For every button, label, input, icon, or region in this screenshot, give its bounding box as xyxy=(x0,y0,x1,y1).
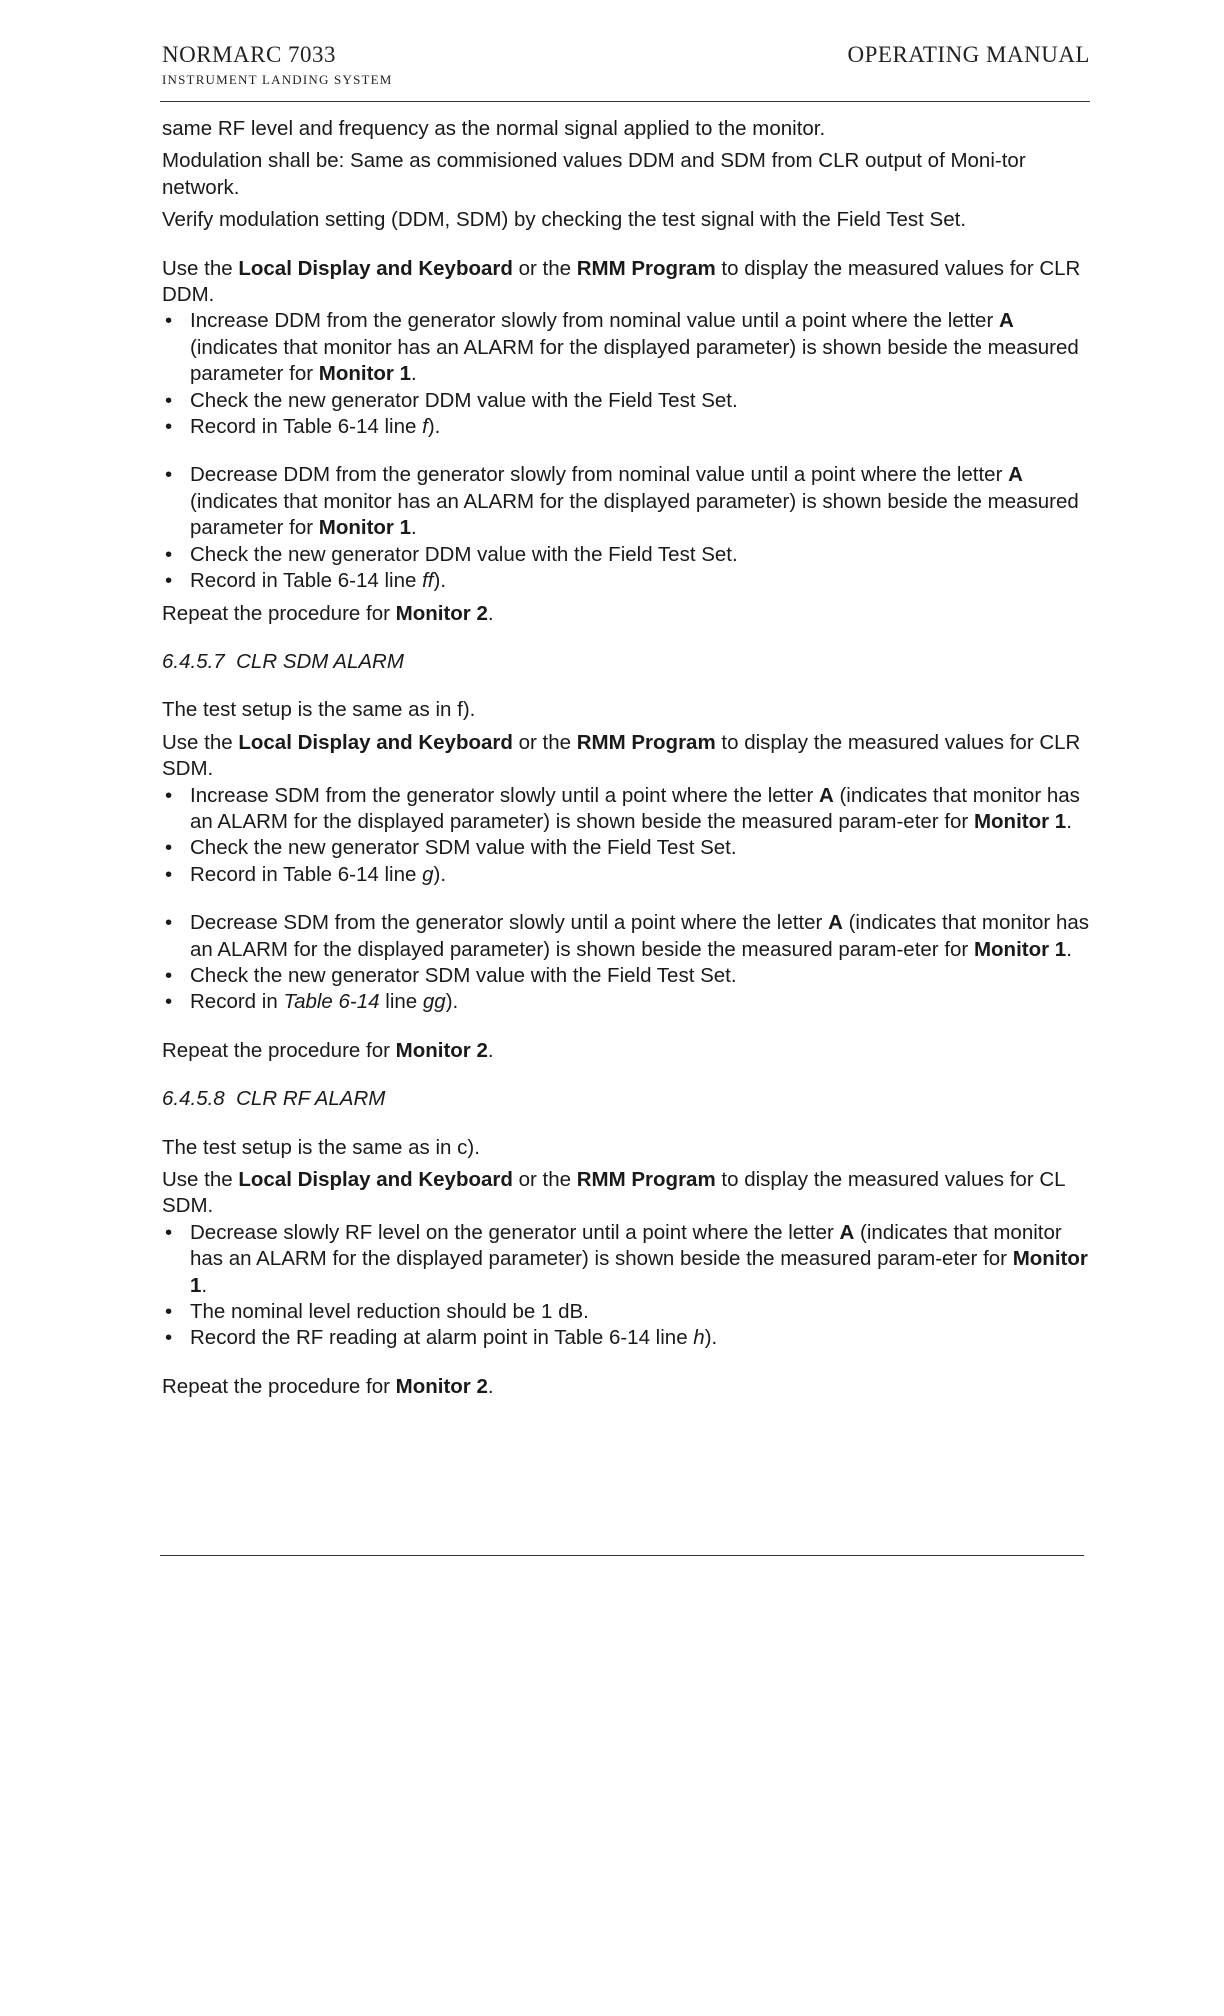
list-item: • Decrease SDM from the generator slowly until a point where the letter A (indicates that monitor has an ALARM for the displayed parameter) is shown beside the measured param-eter for Monitor 1. xyxy=(162,910,1092,963)
section-heading-rf: 6.4.5.8 CLR RF ALARM xyxy=(162,1087,386,1111)
list-item: • Decrease DDM from the generator slowly from nominal value until a point where the letter A (indicates that monitor has an ALARM for the displayed parameter) is shown beside the measured parameter for Monitor 1. xyxy=(162,462,1092,541)
ddm-increase-list xyxy=(162,308,1092,440)
sdm-display-instruction: Use the Local Display and Keyboard or the RMM Program to display the measured values for CLR SDM. xyxy=(162,730,1081,781)
rf-repeat-instruction: Repeat the procedure for Monitor 2. xyxy=(162,1374,494,1398)
intro-paragraph-1: same RF level and frequency as the normal signal applied to the monitor. xyxy=(162,117,826,140)
header-rule xyxy=(160,101,1090,102)
rf-display-instruction: Use the Local Display and Keyboard or the RMM Program to display the measured values for CL SDM. xyxy=(162,1168,1065,1218)
list-item: • Record the RF reading at alarm point in Table 6-14 line h). xyxy=(162,1325,1092,1351)
intro-paragraph-3: Verify modulation setting (DDM, SDM) by checking the test signal with the Field Test Set. xyxy=(162,208,967,232)
header-manual-title: OPERATING MANUAL xyxy=(847,42,1090,67)
sdm-setup-note: The test setup is the same as in f). xyxy=(162,698,476,722)
list-item: • Record in Table 6-14 line ff). xyxy=(162,568,1092,594)
sdm-decrease-list xyxy=(162,910,1092,1016)
list-item: • Increase SDM from the generator slowly until a point where the letter A (indicates that monitor has an ALARM for the displayed parameter) is shown beside the measured param-eter for Monitor 1. xyxy=(162,783,1092,836)
list-item: • Check the new generator SDM value with the Field Test Set. xyxy=(162,963,1092,989)
intro-paragraph-2: Modulation shall be: Same as commisioned values DDM and SDM from CLR output of Moni-tor network. xyxy=(162,149,1026,199)
page-body xyxy=(162,116,1092,1400)
list-item: • Increase DDM from the generator slowly from nominal value until a point where the letter A (indicates that monitor has an ALARM for the displayed parameter) is shown beside the measured parameter for Monitor 1. xyxy=(162,308,1092,387)
rf-setup-note: The test setup is the same as in c). xyxy=(162,1135,480,1159)
ddm-display-instruction: Use the Local Display and Keyboard or the RMM Program to display the measured values for CLR DDM. xyxy=(162,256,1081,307)
sdm-repeat-instruction: Repeat the procedure for Monitor 2. xyxy=(162,1038,494,1062)
section-heading-sdm: 6.4.5.7 CLR SDM ALARM xyxy=(162,649,404,673)
footer-rule xyxy=(160,1555,1084,1556)
list-item: • Check the new generator SDM value with the Field Test Set. xyxy=(162,835,1092,861)
list-item: • Record in Table 6-14 line gg). xyxy=(162,989,1092,1015)
header-left xyxy=(162,42,393,88)
list-item: • The nominal level reduction should be 1 dB. xyxy=(162,1299,1092,1325)
list-item: • Decrease slowly RF level on the generator until a point where the letter A (indicates that monitor has an ALARM for the displayed parameter) is shown beside the measured param-eter for Monitor 1. xyxy=(162,1220,1092,1299)
ddm-repeat-instruction: Repeat the procedure for Monitor 2. xyxy=(162,601,494,625)
header-product-subtitle: INSTRUMENT LANDING SYSTEM xyxy=(162,72,393,87)
rf-decrease-list xyxy=(162,1220,1092,1352)
ddm-decrease-list xyxy=(162,462,1092,594)
list-item: • Check the new generator DDM value with the Field Test Set. xyxy=(162,388,1092,414)
list-item: • Check the new generator DDM value with the Field Test Set. xyxy=(162,542,1092,568)
header-product-title: NORMARC 7033 xyxy=(162,42,337,67)
list-item: • Record in Table 6-14 line f). xyxy=(162,414,1092,440)
sdm-increase-list xyxy=(162,783,1092,889)
list-item: • Record in Table 6-14 line g). xyxy=(162,862,1092,888)
